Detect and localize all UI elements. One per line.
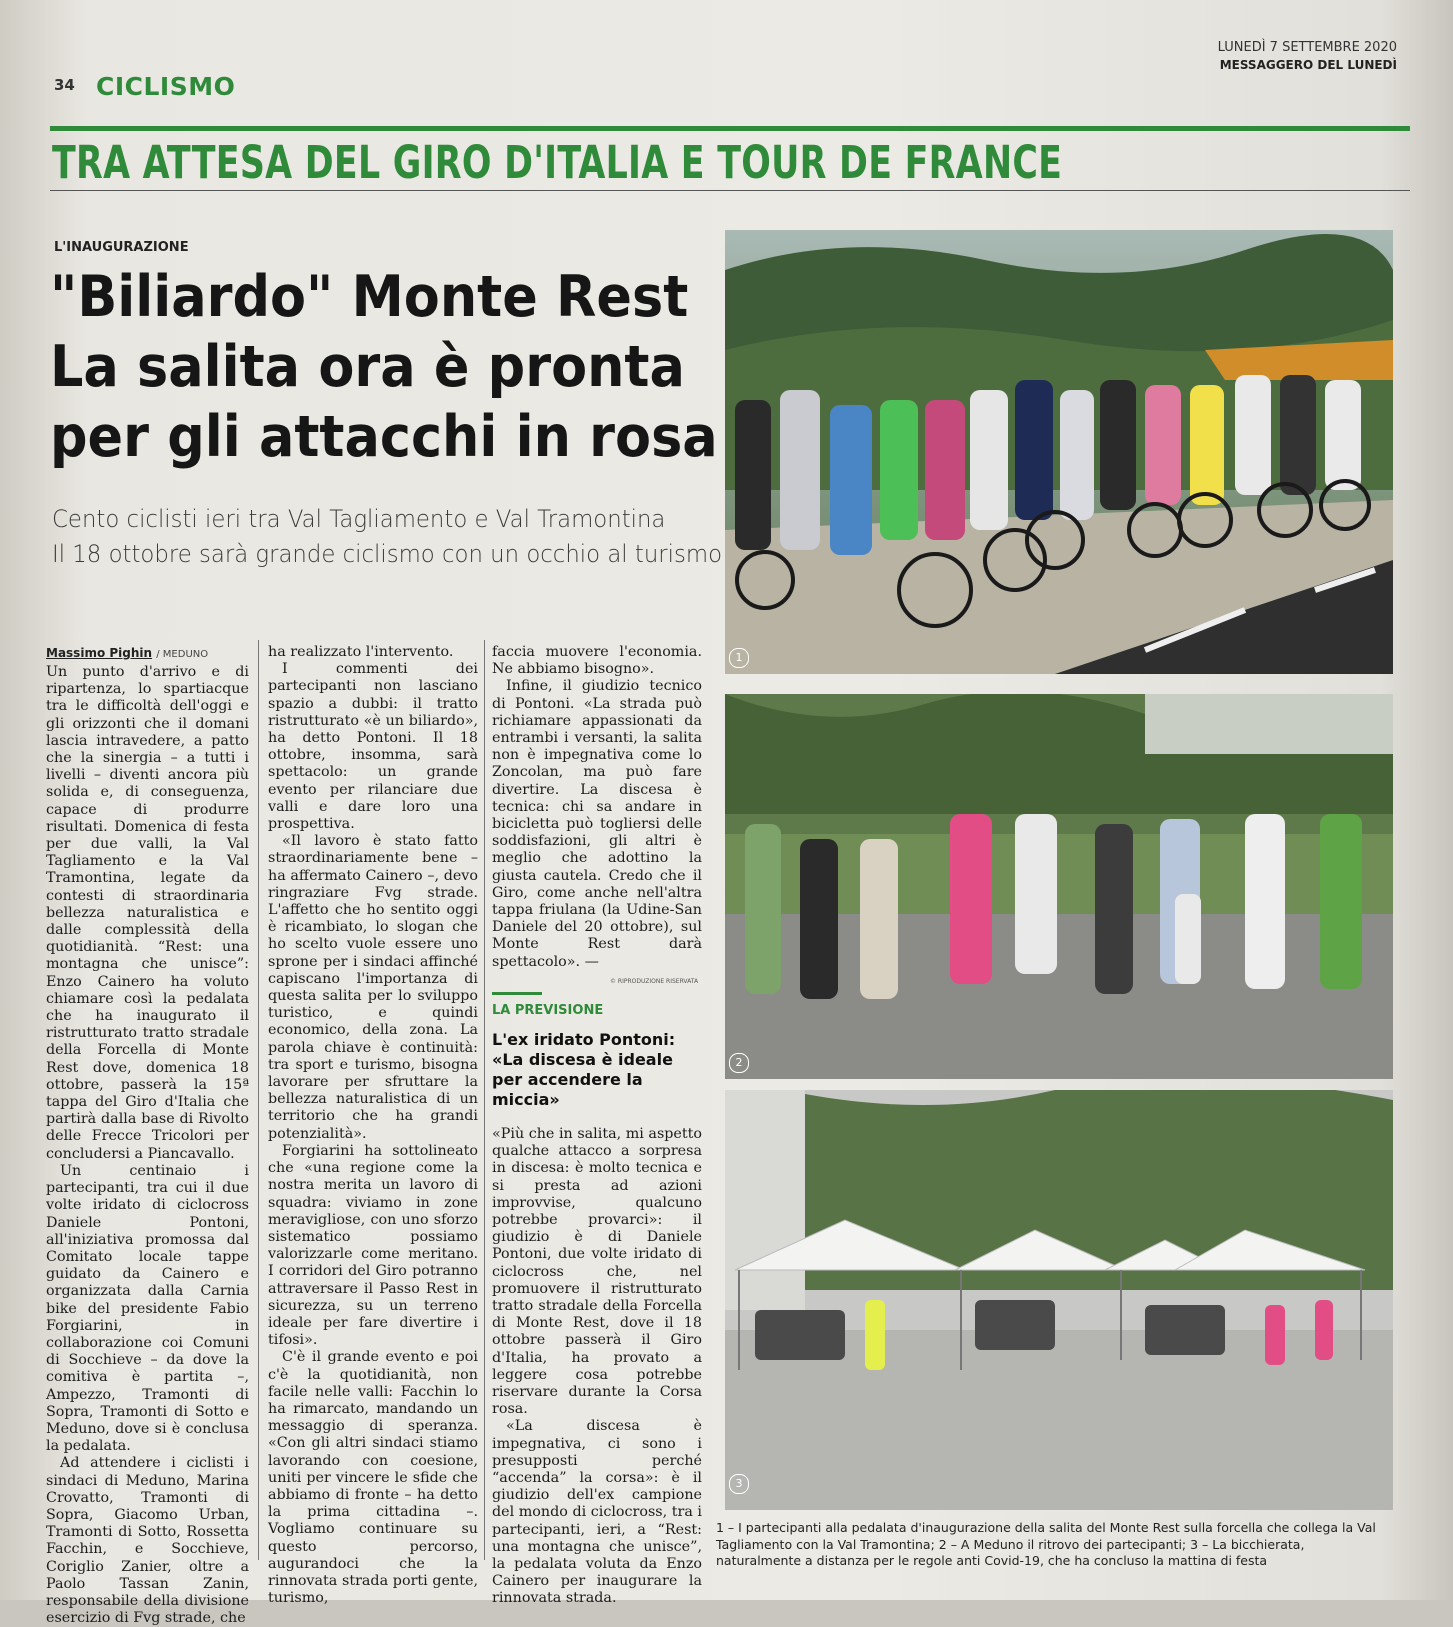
sidebar-headline (492, 1030, 707, 1110)
headline-line: La salita ora è pronta (50, 334, 685, 400)
sidebar-label: LA PREVISIONE (492, 1003, 604, 1018)
paragraph: faccia muovere l'economia. Ne abbiamo bisogno». (492, 644, 702, 678)
subheadline-line: Il 18 ottobre sarà grande ciclismo con un occhio al turismo (52, 540, 723, 568)
paragraph: «Il lavoro è stato fatto straordinariamente bene – ha affermato Cainero –, devo ringraziare Fvg strade. L'affetto che ho sentito oggi è ricambiato, lo slogan che ho scelto vuole essere uno sprone per i sindaci affinché capiscano l'importanza di questa salita per lo sviluppo turistico, e quindi economico, della zona. La parola chiave è continuità: tra sport e turismo, bisogna lavorare per sfruttare la bellezza naturalistica di un territorio che ha grandi potenzialità». (268, 833, 478, 1142)
column-rule (484, 640, 485, 1560)
paragraph: Un centinaio i partecipanti, tra cui il due volte iridato di ciclocross Daniele Pontoni, all'iniziativa promossa dal Comitato locale tappe guidato da Cainero e organizzata dalla Carnia bike del presidente Fabio Forgiarini, in collaborazione coi Comuni di Socchieve – da dove la comitiva è partita –, Ampezzo, Tramonti di Sopra, Tramonti di Sotto e Meduno, dove si è conclusa la pedalata. (46, 1162, 249, 1455)
green-rule (50, 126, 1410, 131)
sidebar-body (492, 1126, 702, 1608)
photo-mayors-welcome (725, 694, 1393, 1079)
sidebar-headline-line: per accendere la miccia» (492, 1070, 643, 1109)
subheadline-line: Cento ciclisti ieri tra Val Tagliamento e Val Tramontina (52, 505, 666, 533)
banner-rule (50, 190, 1410, 191)
article-column-2 (268, 644, 478, 1607)
headline-line: "Biliardo" Monte Rest (50, 264, 689, 330)
issue-date: LUNEDÌ 7 SETTEMBRE 2020 (1217, 40, 1397, 55)
author-name: Massimo Pighin (46, 646, 153, 660)
paragraph: «La discesa è impegnativa, ci sono i presupposti perché “accenda” la corsa»: è il giudizio dell'ex campione del mondo di ciclocross, tra i partecipanti, ieri, a “Rest: una montagna che unisce”, la pedalata voluta da Enzo Cainero per inaugurare la rinnovata strada. (492, 1418, 702, 1607)
photo-refreshment-tents (725, 1090, 1393, 1510)
photo-number: 3 (729, 1474, 749, 1494)
column-rule (258, 640, 259, 1560)
sidebar-headline-line: «La discesa è ideale (492, 1050, 673, 1069)
photo-number: 1 (729, 648, 749, 668)
paragraph: Infine, il giudizio tecnico di Pontoni. «La strada può richiamare appassionati da entrambi i versanti, la salita non è impegnativa come lo Zoncolan, ma può fare divertire. La discesa è tecnica: chi sa andare in bicicletta può togliersi delle soddisfazioni, gli altri è meglio che adottino la giusta cautela. Credo che il Giro, come anche nell'altra tappa friulana (la Udine-San Daniele del 20 ottobre), sul Monte Rest darà spettacolo». — (492, 678, 702, 970)
headline-line: per gli attacchi in rosa (50, 404, 718, 470)
section-banner: TRA ATTESA DEL GIRO D'ITALIA E TOUR DE FRANCE (52, 136, 1063, 189)
photo-caption: 1 – I partecipanti alla pedalata d'inaugurazione della salita del Monte Rest sulla forcella che collega la Val Tagliamento con la Val Tramontina; 2 – A Meduno il ritrovo dei partecipanti; 3 – La bicchierata, naturalmente a distanza per le regole anti Covid-19, che ha concluso la mattina di festa (716, 1520, 1376, 1568)
article-headline (50, 262, 718, 472)
paragraph: «Più che in salita, mi aspetto qualche attacco a sorpresa in discesa: è molto tecnica e si presta ad azioni improvvise, qualcuno potrebbe provarci»: il giudizio è di Daniele Pontoni, due volte iridato di ciclocross che, nel promuovere il ristrutturato tratto stradale della Forcella di Monte Rest, dove il 18 ottobre passerà il Giro d'Italia, ha provato a leggere cosa potrebbe riservare durante la Corsa rosa. (492, 1126, 702, 1418)
article-kicker: L'INAUGURAZIONE (54, 240, 189, 255)
paragraph: I commenti dei partecipanti non lasciano spazio a dubbi: il tratto ristrutturato «è un biliardo», ha detto Pontoni. Il 18 ottobre, insomma, sarà spettacolo: un grande evento per rilanciare due valli e dare loro una prospettiva. (268, 661, 478, 833)
sidebar-headline-line: L'ex iridato Pontoni: (492, 1030, 676, 1049)
article-column-1 (46, 664, 249, 1627)
paragraph: C'è il grande evento e poi c'è la quotidianità, non facile nelle valli: Facchin lo ha rimarcato, mandando un messaggio di speranza. «Con gli altri sindaci stiamo lavorando con coesione, uniti per vincere le sfide che abbiamo di fronte – ha detto la prima cittadina –. Vogliamo continuare su questo percorso, augurandoci che la rinnovata strada porti gente, turismo, (268, 1349, 478, 1607)
publication-name: MESSAGGERO DEL LUNEDÌ (1219, 58, 1397, 72)
page-number: 34 (54, 76, 75, 94)
sidebar-accent-bar (492, 992, 542, 995)
section-title: CICLISMO (96, 72, 236, 101)
paragraph: Forgiarini ha sottolineato che «una regione come la nostra merita un lavoro di squadra: viviamo in zone meravigliose, con uno sforzo sistematico possiamo valorizzarle come meritano. I corridori del Giro potranno attraversare il Passo Rest in sicurezza, su un terreno ideale per fare divertire i tifosi». (268, 1142, 478, 1349)
paragraph: ha realizzato l'intervento. (268, 644, 454, 660)
byline (46, 646, 208, 660)
photo-number: 2 (729, 1053, 749, 1073)
reproduction-note: © RIPRODUZIONE RISERVATA (610, 978, 699, 985)
paragraph: Ad attendere i ciclisti i sindaci di Meduno, Marina Crovatto, Tramonti di Sopra, Giacomo Urban, Tramonti di Sotto, Rossetta Facchin, e Socchieve, Coriglio Zanier, oltre a Paolo Tassan Zanin, responsabile della divisione esercizio di Fvg strade, che (46, 1455, 249, 1627)
paragraph: Un punto d'arrivo e di ripartenza, lo spartiacque tra le difficoltà dell'oggi e gli orizzonti che il domani lascia intravedere, a patto che la sinergia – a tutti i livelli – diventi ancora più solida e, di conseguenza, capace di produrre risultati. Domenica di festa per due valli, la Val Tagliamento e la Val Tramontina, legate da contesti di straordinaria bellezza naturalistica e dalle complessità della quotidianità. “Rest: una montagna che unisce”: Enzo Cainero ha voluto chiamare così la pedalata che ha inaugurato il ristrutturato tratto stradale della Forcella di Monte Rest dove, domenica 18 ottobre, passerà la 15ª tappa del Giro d'Italia che partirà dalla base di Rivolto delle Frecce Tricolori per concludersi a Piancavallo. (46, 664, 249, 1162)
photo-cyclists-group (725, 230, 1393, 674)
dateline: / MEDUNO (156, 649, 209, 660)
article-column-3 (492, 644, 702, 971)
